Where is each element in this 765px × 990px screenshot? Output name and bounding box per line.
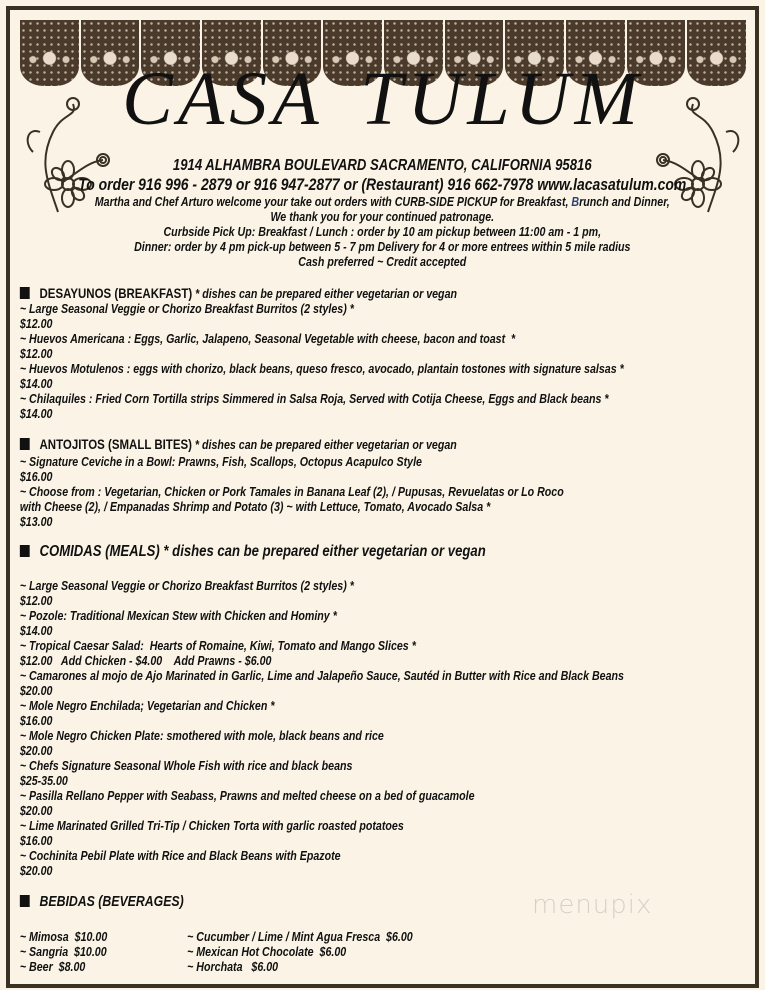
restaurant-title: CASA TULUM [122, 57, 643, 141]
welcome-accent: B [571, 194, 580, 209]
section-note: * dishes can be prepared either vegetarian or vegan [192, 286, 458, 301]
address: 1914 ALHAMBRA BOULEVARD SACRAMENTO, CALIFORNIA 95816 [172, 157, 592, 174]
menu-item: ~ Choose from : Vegetarian, Chicken or Pork Tamales in Banana Leaf (2), / Pupusas, Revuelatas or Lo Roco [19, 484, 564, 499]
section-heading-small-bites [20, 436, 457, 452]
section-title: ANTOJITOS (SMALL BITES) [39, 436, 192, 452]
welcome-text [10, 194, 755, 209]
beverage-item: ~ Mimosa $10.00 [19, 929, 108, 944]
header-info [10, 157, 755, 269]
menu-price: $16.00 [19, 833, 53, 848]
section-title: DESAYUNOS (BREAKFAST) [39, 285, 193, 301]
menu-price: $16.00 [19, 713, 53, 728]
bullet-square-icon [20, 287, 30, 299]
beverage-item: ~ Cucumber / Lime / Mint Agua Fresca $6.00 [187, 929, 413, 944]
menu-item: ~ Mole Negro Chicken Plate: smothered with mole, black beans and rice [19, 728, 384, 743]
menu-item: ~ Signature Ceviche in a Bowl: Prawns, Fish, Scallops, Octopus Acapulco Style [19, 454, 422, 469]
menu-content [10, 0, 755, 990]
menu-price: $13.00 [19, 514, 53, 529]
menu-item: ~ Cochinita Pebil Plate with Rice and Black Beans with Epazote [19, 848, 341, 863]
bullet-square-icon [20, 438, 30, 450]
menu-item: ~ Pozole: Traditional Mexican Stew with Chicken and Hominy * [19, 608, 337, 623]
menu-item: ~ Large Seasonal Veggie or Chorizo Breakfast Burritos (2 styles) * [19, 578, 354, 593]
menu-item: ~ Large Seasonal Veggie or Chorizo Breakfast Burritos (2 styles) * [19, 301, 354, 316]
dinner-text: Dinner: order by 4 pm pick-up between 5 - 7 pm Delivery for 4 or more entrees within 5 mile radius [134, 239, 631, 254]
beverage-item: ~ Beer $8.00 [19, 959, 86, 974]
menu-item: ~ Huevos Americana : Eggs, Garlic, Jalapeno, Seasonal Vegetable with cheese, bacon and toast * [19, 331, 516, 346]
menu-price: $14.00 [19, 376, 53, 391]
curbside-text: Curbside Pick Up: Breakfast / Lunch : order by 10 am pickup between 11:00 am - 1 pm, [163, 224, 602, 239]
welcome-part: Martha and Chef Arturo welcome your take out orders with CURB-SIDE PICKUP for Breakfast, [94, 194, 572, 209]
menu-item: ~ Mole Negro Enchilada; Vegetarian and Chicken * [19, 698, 275, 713]
menu-item: ~ Camarones al mojo de Ajo Marinated in Garlic, Lime and Jalapeño Sauce, Sautéd in Butter with Rice and Black Beans [19, 668, 624, 683]
menu-item-cont: with Cheese (2), / Empanadas Shrimp and Potato (3) ~ with Lettuce, Tomato, Avocado Salsa * [19, 499, 491, 514]
menu-price: $16.00 [19, 469, 53, 484]
beverage-item: ~ Mexican Hot Chocolate $6.00 [187, 944, 347, 959]
section-note: * dishes can be prepared either vegetarian or vegan [191, 437, 457, 452]
menu-price: $25-35.00 [19, 773, 68, 788]
bullet-square-icon [20, 545, 30, 557]
beverage-item: ~ Horchata $6.00 [187, 959, 279, 974]
menu-item: ~ Huevos Motulenos : eggs with chorizo, black beans, queso fresco, avocado, plantain tostones with signature salsas * [19, 361, 624, 376]
section-heading-meals [20, 543, 486, 561]
menu-item: ~ Chilaquiles : Fried Corn Tortilla strips Simmered in Salsa Roja, Served with Cotija Cheese, Eggs and Black beans * [19, 391, 609, 406]
section-heading-breakfast [20, 285, 457, 301]
menu-price: $20.00 [19, 863, 53, 878]
menu-price: $20.00 [19, 743, 53, 758]
bullet-square-icon [20, 895, 30, 907]
thanks-text: We thank you for your continued patronage. [270, 209, 495, 224]
beverage-item: ~ Sangria $10.00 [19, 944, 107, 959]
section-title: BEBIDAS (BEVERAGES) [39, 893, 184, 910]
menu-price: $12.00 [19, 346, 53, 361]
menu-item: ~ Lime Marinated Grilled Tri-Tip / Chicken Torta with garlic roasted potatoes [19, 818, 404, 833]
menu-item: ~ Pasilla Rellano Pepper with Seabass, Prawns and melted cheese on a bed of guacamole [19, 788, 475, 803]
menu-price: $12.00 Add Chicken - $4.00 Add Prawns - $6.00 [19, 653, 272, 668]
section-heading-beverages [20, 893, 184, 910]
menu-price: $12.00 [19, 316, 53, 331]
order-line: To order 916 996 - 2879 or 916 947-2877 or (Restaurant) 916 662-7978 www.lacasatulum.com [78, 175, 687, 194]
menu-price: $20.00 [19, 683, 53, 698]
menu-price: $20.00 [19, 803, 53, 818]
menu-price: $12.00 [19, 593, 53, 608]
payment-text: Cash preferred ~ Credit accepted [298, 254, 467, 269]
watermark: menupix [532, 890, 653, 920]
section-title: COMIDAS (MEALS) * dishes can be prepared either vegetarian or vegan [39, 543, 486, 560]
welcome-part: runch and Dinner, [579, 194, 670, 209]
menu-price: $14.00 [19, 623, 53, 638]
menu-price: $14.00 [19, 406, 53, 421]
menu-item: ~ Tropical Caesar Salad: Hearts of Romaine, Kiwi, Tomato and Mango Slices * [19, 638, 416, 653]
menu-item: ~ Chefs Signature Seasonal Whole Fish with rice and black beans [19, 758, 353, 773]
